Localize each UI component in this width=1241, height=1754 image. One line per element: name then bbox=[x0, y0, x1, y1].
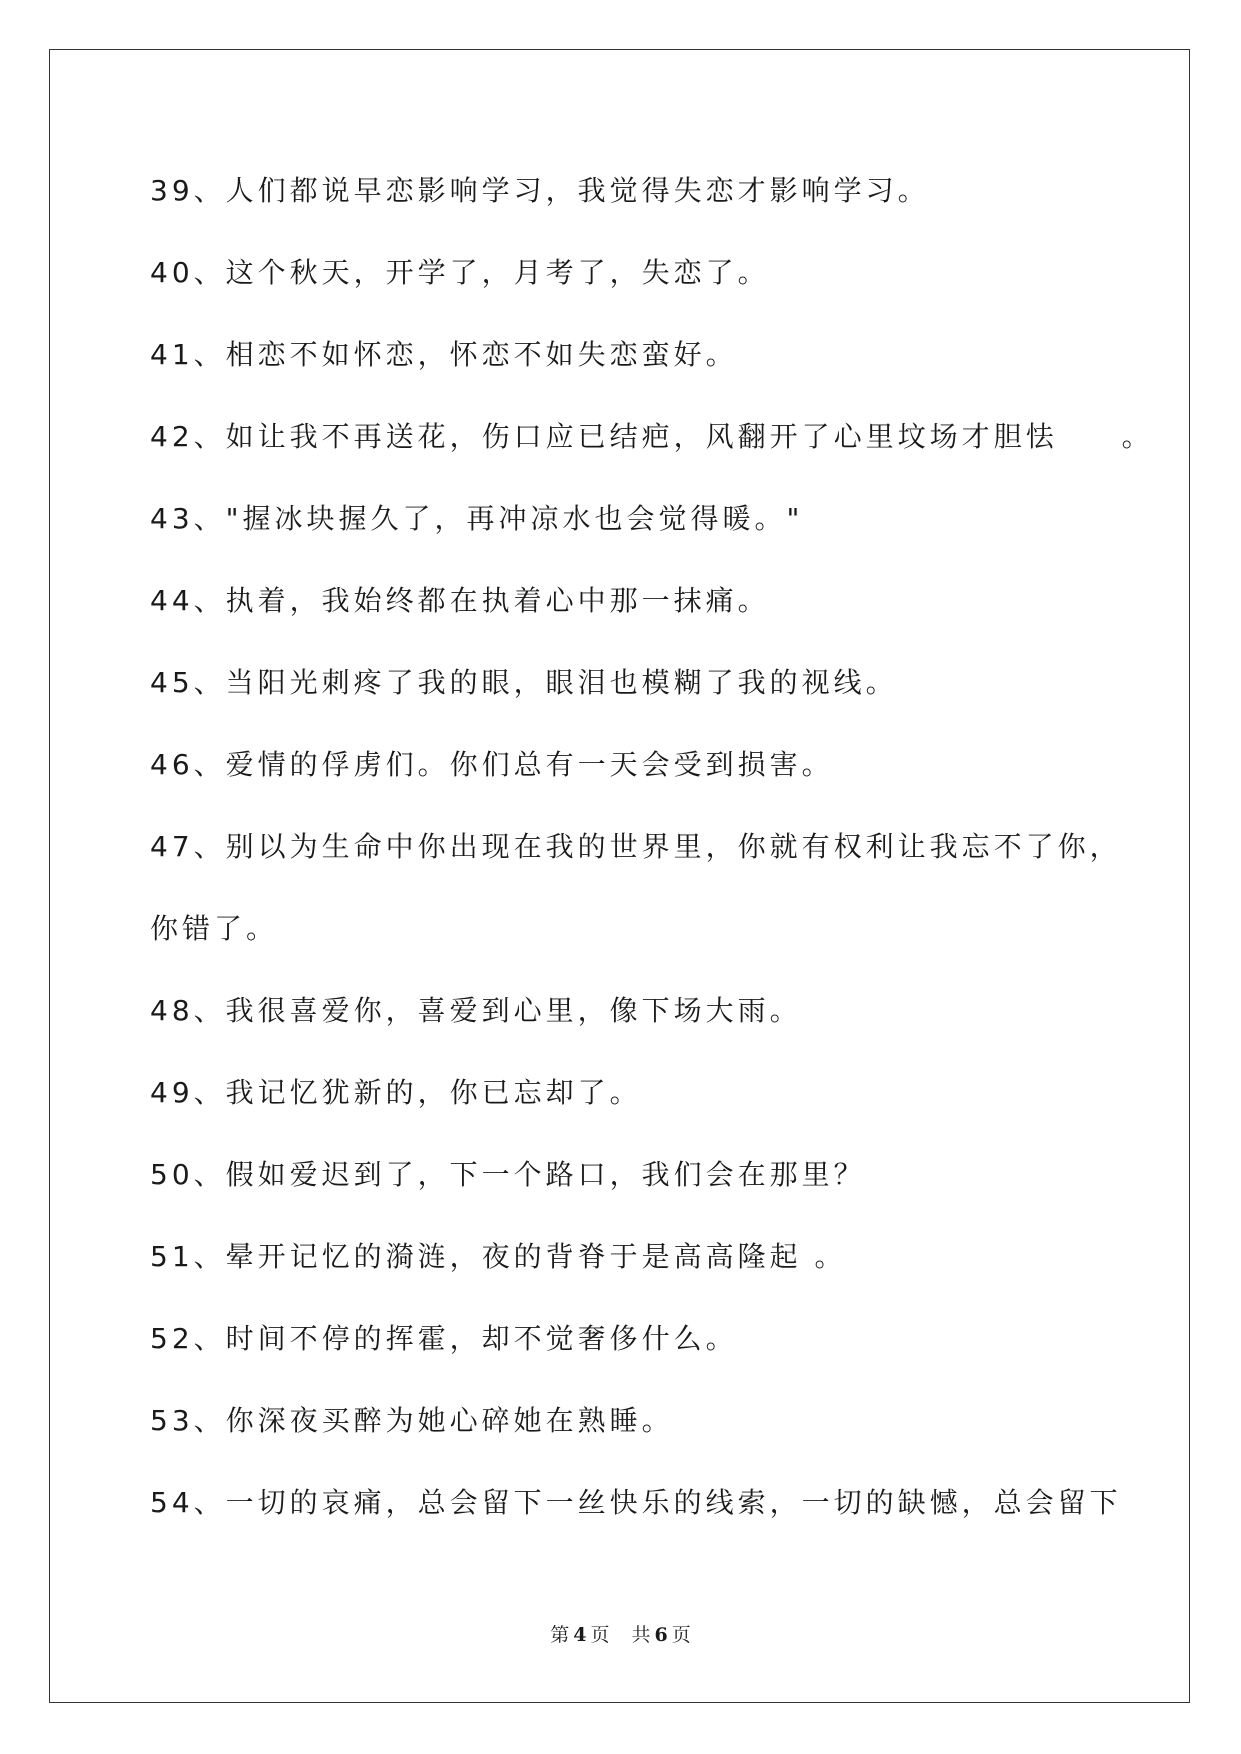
text-line-48: 48、我很喜爱你，喜爱到心里，像下场大雨。 bbox=[150, 994, 802, 1027]
text-line-51: 51、晕开记忆的漪涟，夜的背脊于是高高隆起 。 bbox=[150, 1240, 847, 1273]
text-line-53: 53、你深夜买醉为她心碎她在熟睡。 bbox=[150, 1404, 674, 1437]
text-line-44: 44、执着，我始终都在执着心中那一抹痛。 bbox=[150, 584, 770, 617]
current-page-number: 4 bbox=[573, 1624, 587, 1646]
text-line-50: 50、假如爱迟到了，下一个路口，我们会在那里？ bbox=[150, 1158, 866, 1191]
footer-page-suffix: 页 bbox=[590, 1624, 610, 1646]
text-line-46: 46、爱情的俘虏们。你们总有一天会受到损害。 bbox=[150, 748, 834, 781]
page-footer bbox=[0, 1620, 1241, 1647]
text-line-41: 41、相恋不如怀恋，怀恋不如失恋蛮好。 bbox=[150, 338, 738, 371]
text-line-42: 42、如让我不再送花，伤口应已结疤，风翻开了心里坟场才胆怯 。 bbox=[150, 420, 1154, 453]
footer-prefix: 第 bbox=[550, 1624, 570, 1646]
total-page-number: 6 bbox=[654, 1624, 668, 1646]
text-line-40: 40、这个秋天，开学了，月考了，失恋了。 bbox=[150, 256, 770, 289]
text-line-43: 43、"握冰块握久了，再冲凉水也会觉得暖。" bbox=[150, 502, 804, 535]
document-body bbox=[150, 168, 1154, 1562]
text-line-47-continued: 你错了。 bbox=[150, 912, 279, 945]
footer-total-prefix: 共 bbox=[631, 1624, 651, 1646]
footer-total-suffix: 页 bbox=[671, 1624, 691, 1646]
text-line-47: 47、别以为生命中你出现在我的世界里，你就有权利让我忘不了你， bbox=[150, 830, 1122, 863]
text-line-45: 45、当阳光刺疼了我的眼，眼泪也模糊了我的视线。 bbox=[150, 666, 898, 699]
text-line-39: 39、人们都说早恋影响学习，我觉得失恋才影响学习。 bbox=[150, 174, 930, 207]
text-line-54: 54、一切的哀痛，总会留下一丝快乐的线索，一切的缺憾，总会留下 bbox=[150, 1486, 1122, 1519]
text-line-49: 49、我记忆犹新的，你已忘却了。 bbox=[150, 1076, 642, 1109]
text-line-52: 52、时间不停的挥霍，却不觉奢侈什么。 bbox=[150, 1322, 738, 1355]
